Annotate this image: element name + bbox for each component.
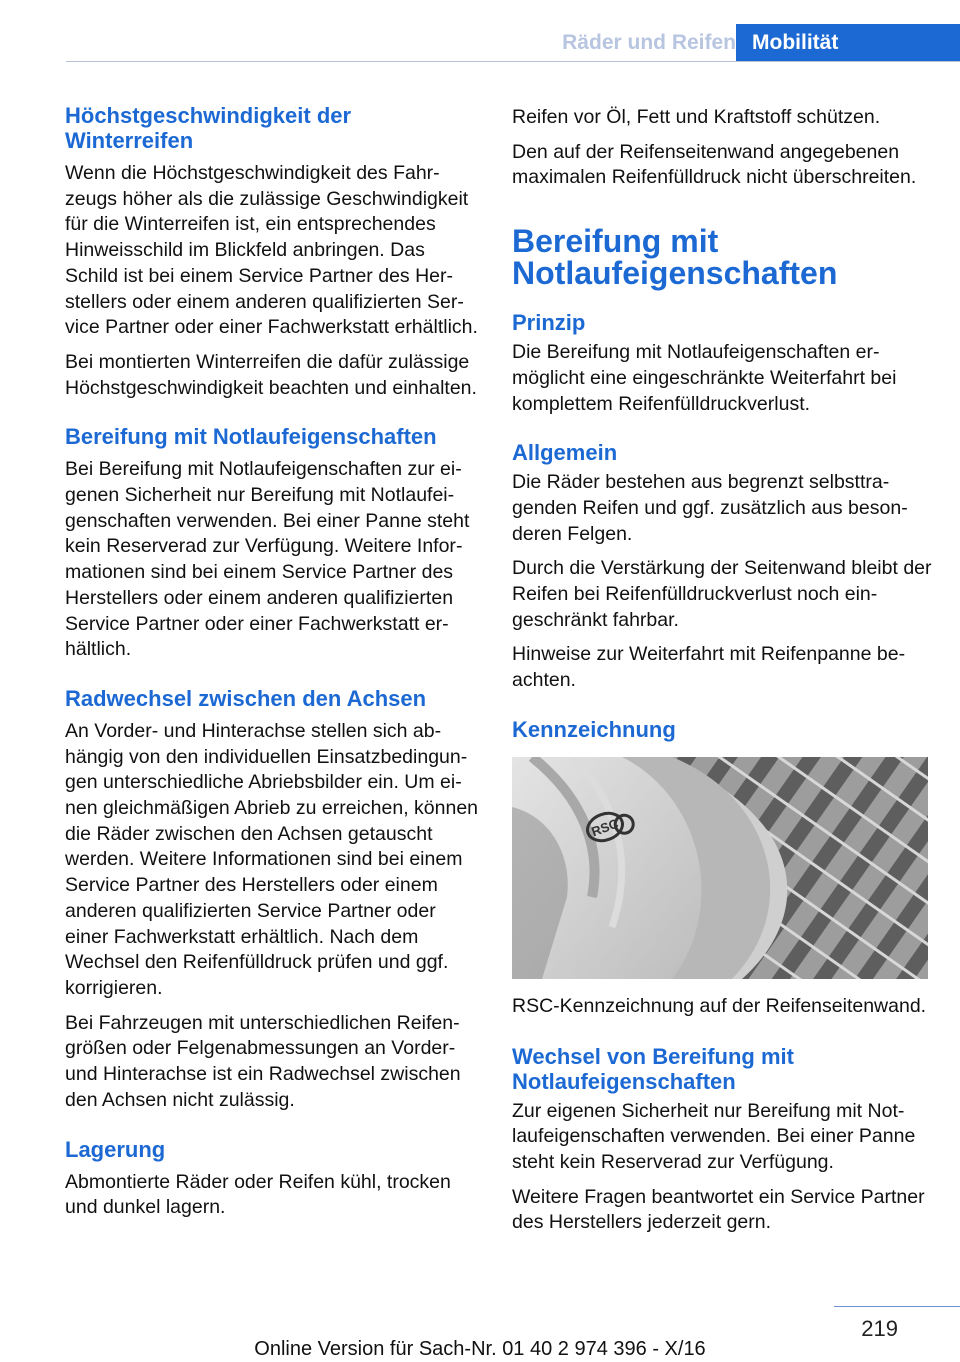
paragraph: Wenn die Höchstgeschwindigkeit des Fahrzeugs höher als die zulässige Geschwindigkeit für die Winterreifen ist, ein entsprechendes Hinweisschild im Blickfeld anbringen. Das Schild ist bei einem Service Partner des Herstellers oder einem anderen qualifizierten Service Partner oder einer Fachwerkstatt erhältlich.	[65, 162, 478, 339]
page-number: 219	[861, 1316, 898, 1341]
paragraph: Abmontierte Räder oder Reifen kühl, trocken und dunkel lagern.	[65, 1170, 451, 1219]
heading-runflat: Bereifung mit Notlaufeigenschaften	[65, 424, 437, 450]
heading-wheel-rotation: Radwechsel zwischen den Achsen	[65, 685, 427, 711]
image-caption: RSC-Kennzeichnung auf der Reifenseitenwand.	[512, 994, 927, 1017]
heading-storage: Lagerung	[65, 1136, 166, 1162]
paragraph: Die Bereifung mit Notlaufeigenschaften ermöglicht eine eingeschränkte Weiterfahrt bei komplettem Reifenfülldruckverlust.	[512, 341, 897, 415]
footer-note: Online Version für Sach-Nr. 01 40 2 974 396 - X/16	[254, 1338, 706, 1360]
svg-text:RSC: RSC	[589, 815, 621, 840]
paragraph: Durch die Verstärkung der Seitenwand bleibt der Reifen bei Reifenfülldruckverlust noch eingeschränkt fahrbar.	[512, 557, 932, 631]
header-section-title: Räder und Reifen	[562, 31, 736, 54]
heading-winter-speed: Höchstgeschwindigkeit der Winterreifen	[65, 103, 352, 153]
footer-rule	[834, 1306, 960, 1307]
paragraph: Bei Bereifung mit Notlaufeigenschaften zur eigenen Sicherheit nur Bereifung mit Notlaufeigenschaften verwenden. Bei einer Panne steht kein Reserverad zur Verfügung. Weitere Informationen sind bei einem Service Partner des Herstellers oder einem anderen qualifizierten Service Partner oder einer Fachwerkstatt erhältlich.	[65, 458, 470, 661]
heading-general: Allgemein	[512, 440, 618, 466]
paragraph: Bei Fahrzeugen mit unterschiedlichen Reifengrößen oder Felgenabmessungen an Vorder- und Hinterachse ist ein Radwechsel zwischen den Achsen nicht zulässig.	[65, 1011, 461, 1111]
paragraph: Den auf der Reifenseitenwand angegebenen maximalen Reifenfülldruck nicht überschreiten.	[512, 140, 917, 189]
heading-principle: Prinzip	[512, 310, 586, 336]
paragraph: Bei montierten Winterreifen die dafür zulässige Höchstgeschwindigkeit beachten und einhalten.	[65, 350, 477, 399]
right-column	[512, 103, 932, 1236]
paragraph: Zur eigenen Sicherheit nur Bereifung mit Notlaufeigenschaften verwenden. Bei einer Panne steht kein Reserverad zur Verfügung.	[512, 1099, 916, 1173]
tire-illustration-icon	[512, 757, 928, 979]
paragraph: Hinweise zur Weiterfahrt mit Reifenpanne beachten.	[512, 643, 906, 692]
left-column	[65, 103, 483, 1221]
rsc-tire-marking-image	[512, 757, 928, 979]
paragraph: Die Räder bestehen aus begrenzt selbsttragenden Reifen und ggf. zusätzlich aus besonderen Felgen.	[512, 471, 908, 545]
header-rule	[66, 61, 960, 62]
paragraph: An Vorder- und Hinterachse stellen sich abhängig von den individuellen Einsatzbedingungen unterschiedliche Abriebsbilder ein. Um einen gleichmäßigen Abrieb zu erreichen, können die Räder zwischen den Achsen getauscht werden. Weitere Informationen sind bei einem Service Partner des Herstellers oder einem anderen qualifizierten Service Partner oder einer Fachwerkstatt erhältlich. Nach dem Wechsel den Reifenfülldruck prüfen und ggf. korrigieren.	[65, 719, 479, 999]
heading-change-runflat: Wechsel von Bereifung mit Notlaufeigenschaften	[512, 1043, 794, 1094]
heading-marking: Kennzeichnung	[512, 716, 676, 742]
header-chapter-tab: Mobilität	[736, 24, 960, 62]
paragraph: Reifen vor Öl, Fett und Kraftstoff schützen.	[512, 106, 881, 128]
paragraph: Weitere Fragen beantwortet ein Service Partner des Herstellers jederzeit gern.	[512, 1185, 925, 1234]
section-title-runflat: Bereifung mit Notlaufeigenschaften	[512, 223, 838, 292]
